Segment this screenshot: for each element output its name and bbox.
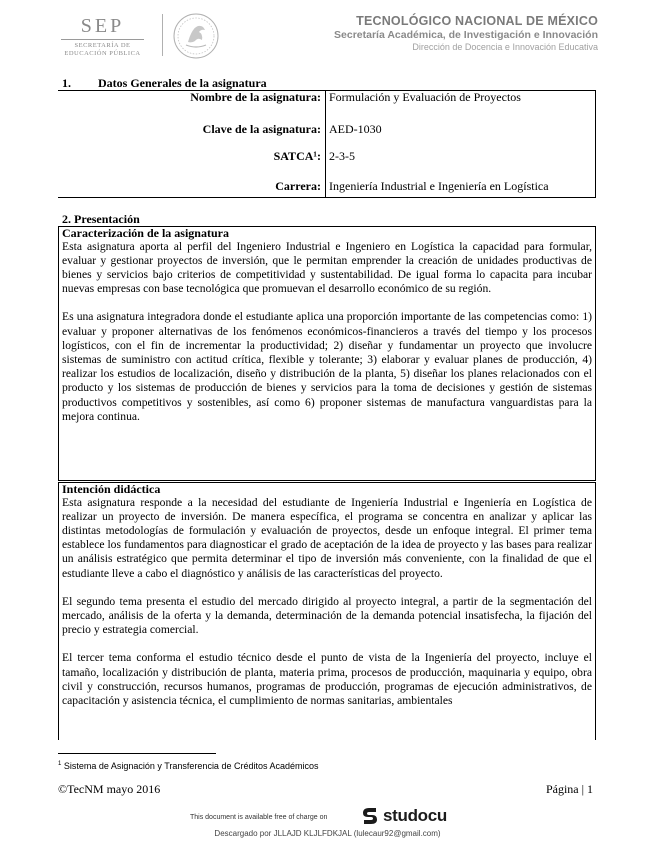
didactic-paragraph-1: Esta asignatura responde a la necesidad del estudiante de Ingeniería Industrial e Ingeniería en Logística de realizar un proyecto de inversión. De manera específica, el programa se concentra en analizar y aplicar las distintas metodologías de formulación y evaluación de proyectos, desde un enfoque integral. El primer tema establece los fundamentos para diagnosticar el grado de aceptación de la idea de proyecto y las bases para realizar un análisis estratégico que permita determinar el tipo de inversión más conveniente, con la finalidad de que el estudiante lleve a cabo el diagnóstico y análisis de las características del proyecto. — [62, 495, 592, 580]
row-label: SATCA¹: — [58, 149, 326, 179]
sep-logo-rule — [61, 39, 144, 40]
table-row — [58, 90, 596, 122]
page-header — [0, 0, 655, 70]
paragraph-gap — [62, 296, 592, 310]
section-1-number: 1. — [62, 76, 71, 90]
general-data-table — [58, 90, 596, 198]
didactic-paragraph-3: El tercer tema conforma el estudio técnico desde el punto de vista de la Ingeniería del proyecto, incluye el tamaño, localización y distribución de planta, materia prima, procesos de producción, maquinaria y equipo, obra civil y construcción, recursos humanos, programas de producción, programas de ejecución administrativos, de capacitación y asistencia técnica, el cumplimiento de normas sanitarias, ambientales — [62, 651, 592, 707]
sep-logo-sub-2: EDUCACIÓN PÚBLICA — [64, 50, 141, 57]
row-value: AED-1030 — [326, 122, 596, 149]
didactic-paragraph-2: El segundo tema presenta el estudio del mercado dirigido al proyecto integral, a partir de la segmentación del mercado, análisis de la oferta y la demanda, determinación de la demanda potencial insatisfecha, la fijación del precio y estrategia comercial. — [62, 594, 592, 637]
sep-logo-word: SEP — [80, 15, 125, 37]
section-2-title: 2. Presentación — [62, 212, 140, 226]
didactic-intention-heading: Intención didáctica — [62, 482, 161, 496]
studocu-banner[interactable] — [190, 805, 480, 829]
footer-copyright: ©TecNM mayo 2016 — [58, 782, 161, 796]
download-notice: Descargado por JLLAJD KLJLFDKJAL (lulecaur92@gmail.com) — [214, 829, 441, 838]
institution-name: TECNOLÓGICO NACIONAL DE MÉXICO — [356, 14, 598, 28]
direction-name: Dirección de Docencia e Innovación Educativa — [412, 42, 598, 52]
characterization-box — [58, 226, 596, 481]
paragraph-gap — [62, 581, 592, 595]
sep-logo-sub-1: SECRETARÍA DE — [74, 42, 131, 49]
characterization-heading: Caracterización de la asignatura — [62, 226, 229, 240]
studocu-wordmark: studocu — [383, 806, 448, 825]
table-row — [58, 179, 596, 197]
footnote-mark: 1 — [58, 761, 62, 767]
row-value: 2-3-5 — [326, 149, 596, 179]
logo-divider — [162, 14, 163, 56]
footnote-text: Sistema de Asignación y Transferencia de Créditos Académicos — [63, 761, 319, 771]
row-value: Formulación y Evaluación de Proyectos — [326, 90, 596, 122]
paragraph-gap — [62, 637, 592, 651]
footer-page-number: Página | 1 — [545, 782, 593, 796]
availability-text: This document is available free of charge on — [190, 814, 328, 821]
section-1-title — [62, 77, 267, 90]
row-value: Ingeniería Industrial e Ingeniería en Logística — [326, 179, 596, 197]
characterization-paragraph-2: Es una asignatura integradora donde el estudiante aplica una proporción importante de las competencias como: 1) evaluar y proponer alternativas de los fenómenos económicos-financieros a través del tiempo y los procesos logísticos, con el fin de incrementar la productividad; 2) diseñar y fundamentar un proyecto que involucre sistemas de suministro con actitud crítica, flexible y tolerante; 3) elaborar y evaluar planes de producción, 4) realizar los estudios de localización, diseño y distribución de la planta, 5) diseñar los planes relacionados con el producto y los sistemas de producción de bienes y servicios para la toma de decisiones y gestión de sistemas productivos competitivos y sostenibles, así como 6) proponer sistemas de manufactura vanguardistas para la mejora continua. — [62, 310, 592, 423]
footnote — [58, 759, 319, 772]
table-row — [58, 122, 596, 149]
row-label: Carrera: — [58, 179, 326, 197]
institution-block — [334, 14, 598, 53]
row-label: Clave de la asignatura: — [58, 122, 326, 149]
mexico-seal-icon — [172, 12, 220, 60]
row-label: Nombre de la asignatura: — [58, 90, 326, 122]
footnote-rule — [58, 753, 216, 754]
secretariat-name: Secretaría Académica, de Investigación e Innovación — [334, 29, 598, 41]
table-row — [58, 149, 596, 179]
characterization-paragraph-1: Esta asignatura aporta al perfil del Ingeniero Industrial e Ingeniero en Logística la capacidad para formular, evaluar y gestionar proyectos de inversión, que le permitan emprender la creación de unidades productivas de bienes y servicios bajo criterios de competitividad y sustentabilidad. De igual forma lo capacita para incubar nuevas empresas con base tecnológica que promuevan el desarrollo económico de su región. — [62, 239, 592, 296]
sep-logo — [55, 16, 150, 58]
section-1-heading: Datos Generales de la asignatura — [98, 76, 267, 90]
didactic-intention-box — [58, 482, 596, 740]
studocu-logo-icon — [360, 806, 380, 826]
